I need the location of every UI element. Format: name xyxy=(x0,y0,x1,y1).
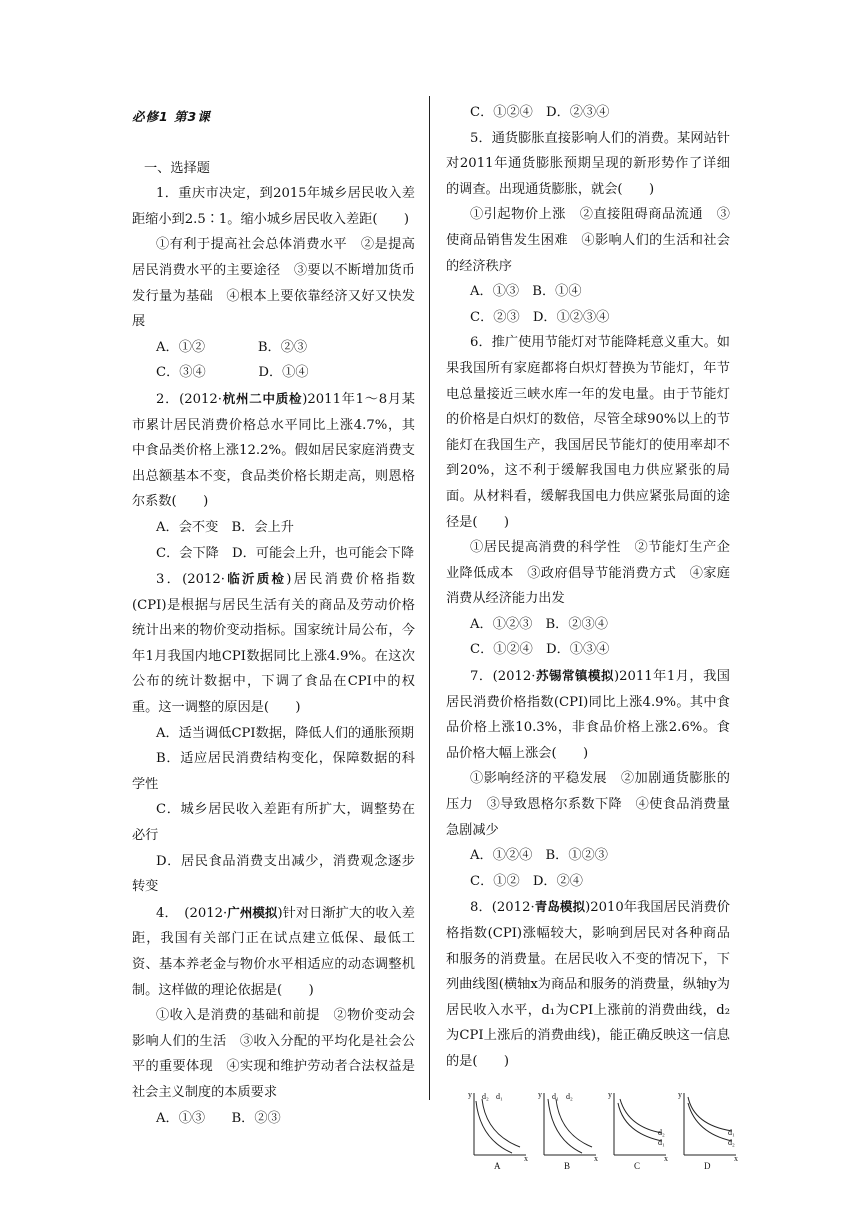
left-questions xyxy=(132,181,415,1131)
answer-options: A．会不变 B．会上升 xyxy=(156,519,294,535)
curve-label: d₁ xyxy=(552,1091,559,1101)
answer-options: C．①②④ D．①③④ xyxy=(470,642,610,658)
graph-option xyxy=(678,1089,740,1169)
answer-options: A．①③ B．②③ xyxy=(156,1110,281,1126)
curve xyxy=(482,1099,520,1147)
curve xyxy=(620,1099,662,1133)
x-label: x xyxy=(594,1153,598,1163)
question-stem: 4． (2012·广州模拟)针对日渐扩大的收入差距，我国有关部门正在试点建立低保、最低工资、基本养老金与物价水平相适应的动态调整机制。这样做的理论依据是( ) xyxy=(132,904,415,998)
curve-label: d₁ xyxy=(728,1127,735,1137)
question-choices: B．适应居民消费结构变化，保障数据的科学性 xyxy=(132,751,415,792)
question-choices: ①收入是消费的基础和前提 ②物价变动会影响人们的生活 ③收入分配的平均化是社会公平的重要体现 ④实现和维护劳动者合法权益是社会主义制度的本质要求 xyxy=(132,1008,415,1100)
graph-label: A xyxy=(494,1160,501,1171)
y-label: y xyxy=(468,1089,472,1099)
question-stem: 6．推广使用节能灯对节能降耗意义重大。如果我国所有家庭都将白炽灯替换为节能灯，年节电总量接近三峡水库一年的发电量。由于节能灯的价格是白炽灯的数倍，尽管全球90%以上的节能灯在我国生产，我国居民节能灯的使用率却不到20%，这不利于缓解我国电力供应紧张的局面。从材料看，缓解我国电力供应紧张局面的途径是( ) xyxy=(446,335,730,530)
curve xyxy=(556,1099,592,1147)
question-stem: 2．(2012·杭州二中质检)2011年1～8月某市累计居民消费价格总水平同比上涨4.7%，其中食品类价格上涨12.2%。假如居民家庭消费支出总额基本不变，食品类价格长期走高，则恩格尔系数( ) xyxy=(132,390,415,510)
source-label: 杭州二中质检 xyxy=(221,390,303,406)
answer-options: A．①②③ B．②③④ xyxy=(470,616,608,632)
curve xyxy=(688,1097,732,1131)
question-choices: ①居民提高消费的科学性 ②节能灯生产企业降低成本 ③政府倡导节能消费方式 ④家庭消费从经济能力出发 xyxy=(446,540,730,607)
question-choices: ①引起物价上涨 ②直接阻碍商品流通 ③使商品销售发生困难 ④影响人们的生活和社会的经济秩序 xyxy=(446,207,730,274)
curve-label: d₂ xyxy=(728,1137,735,1147)
curve-label: d₁ xyxy=(496,1091,503,1101)
graph-option xyxy=(468,1089,530,1169)
answer-options: C．③④ D．①④ xyxy=(156,365,309,381)
y-label: y xyxy=(678,1089,682,1099)
question-stem: 1．重庆市决定，到2015年城乡居民收入差距缩小到2.5∶1。缩小城乡居民收入差距( ) xyxy=(132,186,415,227)
graph-option xyxy=(608,1089,670,1169)
question-stem: 7．(2012·苏锡常镇模拟)2011年1月，我国居民消费价格指数(CPI)同比上涨4.9%。其中食品价格上涨10.3%，非食品价格上涨2.6%。食品价格大幅上涨会( ) xyxy=(446,668,730,761)
curve xyxy=(618,1103,662,1141)
answer-options: A．①② B．②③ xyxy=(156,339,308,355)
question-stem: 8．(2012·青岛模拟)2010年我国居民消费价格指数(CPI)涨幅较大，影响到居民对各种商品和服务的消费量。在居民收入不变的情况下，下列曲线图(横轴x为商品和服务的消费量，纵轴y为居民收入水平，d₁为CPI上涨前的消费曲线，d₂为CPI上涨后的消费曲线)，能正确反映这一信息的是( ) xyxy=(446,899,730,1069)
right-column xyxy=(446,100,738,1171)
question-stem: 5．通货膨胀直接影响人们的消费。某网站针对2011年通货膨胀预期呈现的新形势作了详细的调查。出现通货膨胀，就会( ) xyxy=(446,130,730,197)
curve-label: d₂ xyxy=(566,1091,573,1101)
curve-label: d₁ xyxy=(658,1137,665,1147)
curve-label: d₂ xyxy=(482,1091,489,1101)
source-label: 苏锡常镇模拟 xyxy=(535,668,614,684)
answer-options: C．②③ D．①②③④ xyxy=(470,309,610,325)
answer-options: A．①③ B．①④ xyxy=(470,284,582,300)
curve xyxy=(476,1101,512,1153)
answer-options: C．会下降 D．可能会上升，也可能会下降 xyxy=(156,545,415,561)
question-choices: D．居民食品消费支出减少，消费观念逐步转变 xyxy=(132,853,415,895)
y-label: y xyxy=(538,1089,542,1099)
question-choices: A．适当调低CPI数据，降低人们的通胀预期 xyxy=(156,725,414,741)
column-divider xyxy=(429,96,430,1100)
source-label: 青岛模拟 xyxy=(534,899,586,915)
graph-option xyxy=(538,1089,600,1169)
x-label: x xyxy=(664,1153,668,1163)
question-stem: 3．(2012·临沂质检)居民消费价格指数(CPI)是根据与居民生活有关的商品及劳动价格统计出来的物价变动指标。国家统计局公布，今年1月我国内地CPI数据同比上涨4.9%。在这次公布的统计数据中，下调了食品在CPI中的权重。这一调整的原因是( ) xyxy=(132,571,415,716)
question-choices: ①影响经济的平稳发展 ②加剧通货膨胀的压力 ③导致恩格尔系数下降 ④使食品消费量急剧减少 xyxy=(446,771,730,838)
section-heading: 一、选择题 xyxy=(144,160,210,176)
page-title: 必修1 第3课 xyxy=(132,109,211,124)
left-column xyxy=(132,104,415,1131)
right-questions xyxy=(446,100,730,1075)
y-label: y xyxy=(608,1089,612,1099)
curve-label: d₂ xyxy=(658,1127,665,1137)
answer-options: A．①②④ B．①②③ xyxy=(470,848,608,864)
source-label: 广州模拟 xyxy=(227,904,278,920)
graph-label: C xyxy=(634,1160,641,1171)
x-label: x xyxy=(524,1153,528,1163)
answer-options: C．①② D．②④ xyxy=(470,873,583,889)
question-choices: C．城乡居民收入差距有所扩大，调整势在必行 xyxy=(132,802,415,844)
x-label: x xyxy=(734,1153,738,1163)
source-label: 临沂质检 xyxy=(225,571,287,587)
graph-label: B xyxy=(564,1160,571,1171)
answer-graphs xyxy=(446,1089,738,1171)
graph-label: D xyxy=(704,1160,711,1171)
answer-options: C．①②④ D．②③④ xyxy=(470,105,610,120)
curve xyxy=(688,1103,732,1141)
question-choices: ①有利于提高社会总体消费水平 ②是提高居民消费水平的主要途径 ③要以不断增加货币发行量为基础 ④根本上要依靠经济又好又快发展 xyxy=(132,237,415,330)
